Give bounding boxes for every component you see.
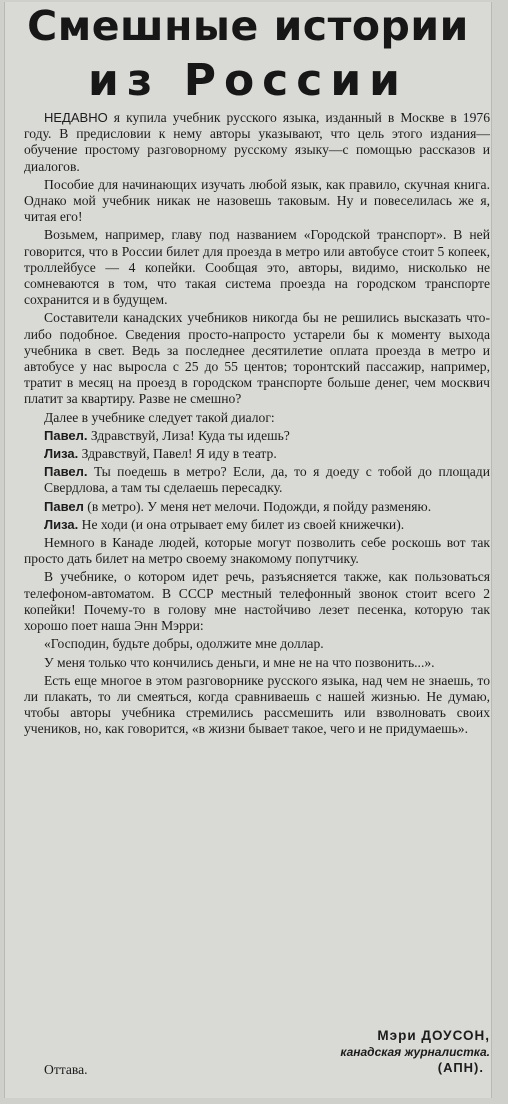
dialogue-line: Лиза. Здравствуй, Павел! Я иду в театр. (44, 446, 277, 462)
lead-word: НЕДАВНО (44, 110, 108, 125)
paragraph-7: В учебнике, о котором идет речь, разъясняется также, как пользоваться телефоном-автоматом. В СССР местный телефонный звонок стоит всего 2 копейки! Почему-то в голову мне настойчиво лезет песенка, которую так хорошо поет наша Энн Мэрри: (24, 569, 490, 634)
paragraph-2: Пособие для начинающих изучать любой язык, как правило, скучная книга. Однако мой учебник никак не назовешь таковым. Ну и повеселилась же я, читая его! (24, 176, 490, 225)
dateline-city: Оттава. (44, 1062, 88, 1077)
paragraph-6: Немного в Канаде людей, которые могут позволить себе роскошь вот так просто дать билет на метро своему знакомому попутчику. (24, 535, 490, 567)
dialogue-speaker: Павел. (44, 427, 88, 443)
headline-line-1: Смешные истории (27, 2, 469, 50)
article-body (24, 110, 490, 740)
dialogue-line: Павел. Ты поедешь в метро? Если, да, то я доеду с тобой до площади Свердлова, а там ты сделаешь пересадку. (44, 464, 490, 496)
dialogue-speaker: Павел. (44, 464, 88, 480)
song-quote-line-1: «Господин, будьте добры, одолжите мне доллар. (44, 636, 324, 652)
dialogue-line: Павел (в метро). У меня нет мелочи. Подожди, я пойду разменяю. (44, 498, 432, 514)
dialogue-line: Павел. Здравствуй, Лиза! Куда ты идешь? (44, 427, 290, 443)
paragraph-5: Далее в учебнике следует такой диалог: (44, 409, 275, 425)
headline-line-2: из России (87, 55, 408, 106)
paragraph-4: Составители канадских учебников никогда бы не решились высказать что-либо подобное. Сведения просто-напросто устарели бы к моменту выхода учебника в свет. Ведь за последнее десятилетие оплата проезда в метро и автобусе у нас выросла с 25 до 55 центов; торонтский пассажир, например, тратит в месяц на проезд в городском транспорте больше денег, чем москвич платит за квартиру. Разве не смешно? (24, 310, 490, 407)
author-role: канадская журналистка. (340, 1045, 490, 1059)
paragraph-1: НЕДАВНО я купила учебник русского языка, изданный в Москве в 1976 году. В предисловии к нему авторы указывают, что цель этого издания—обучение простому разговорному русскому языку—с помощью рассказов и диалогов. (24, 110, 490, 174)
paragraph-8: Есть еще многое в этом разговорнике русского языка, над чем не знаешь, то ли плакать, то ли смеяться, когда сравниваешь с нашей жизнью. Не думаю, чтобы авторы учебника стремились рассмешить или взволновать своих учеников, но, как говорится, «в жизни бывает такое, чего и не придумаешь». (24, 672, 490, 737)
dialogue-speaker: Лиза. (44, 516, 79, 532)
byline (340, 1028, 490, 1076)
news-agency: (АПН). (437, 1060, 484, 1075)
dialogue-line: Лиза. Не ходи (и она отрывает ему билет из своей книжечки). (44, 516, 405, 532)
author-name: Мэри ДОУСОН, (377, 1028, 490, 1043)
dialogue-speaker: Лиза. (44, 446, 79, 462)
paragraph-3: Возьмем, например, главу под названием «Городской транспорт». В ней говорится, что в России билет для проезда в метро или автобусе стоит 5 копеек, троллейбусе — 4 копейки. Сообщая это, авторы, видимо, нисколько не сомневаются в том, что такая система проезда на городском транспорте сохранится и в будущем. (24, 227, 490, 308)
dialogue-speaker: Павел (44, 498, 84, 514)
song-quote-line-2: У меня только что кончились деньги, и мне не на что позвонить...». (44, 654, 435, 670)
